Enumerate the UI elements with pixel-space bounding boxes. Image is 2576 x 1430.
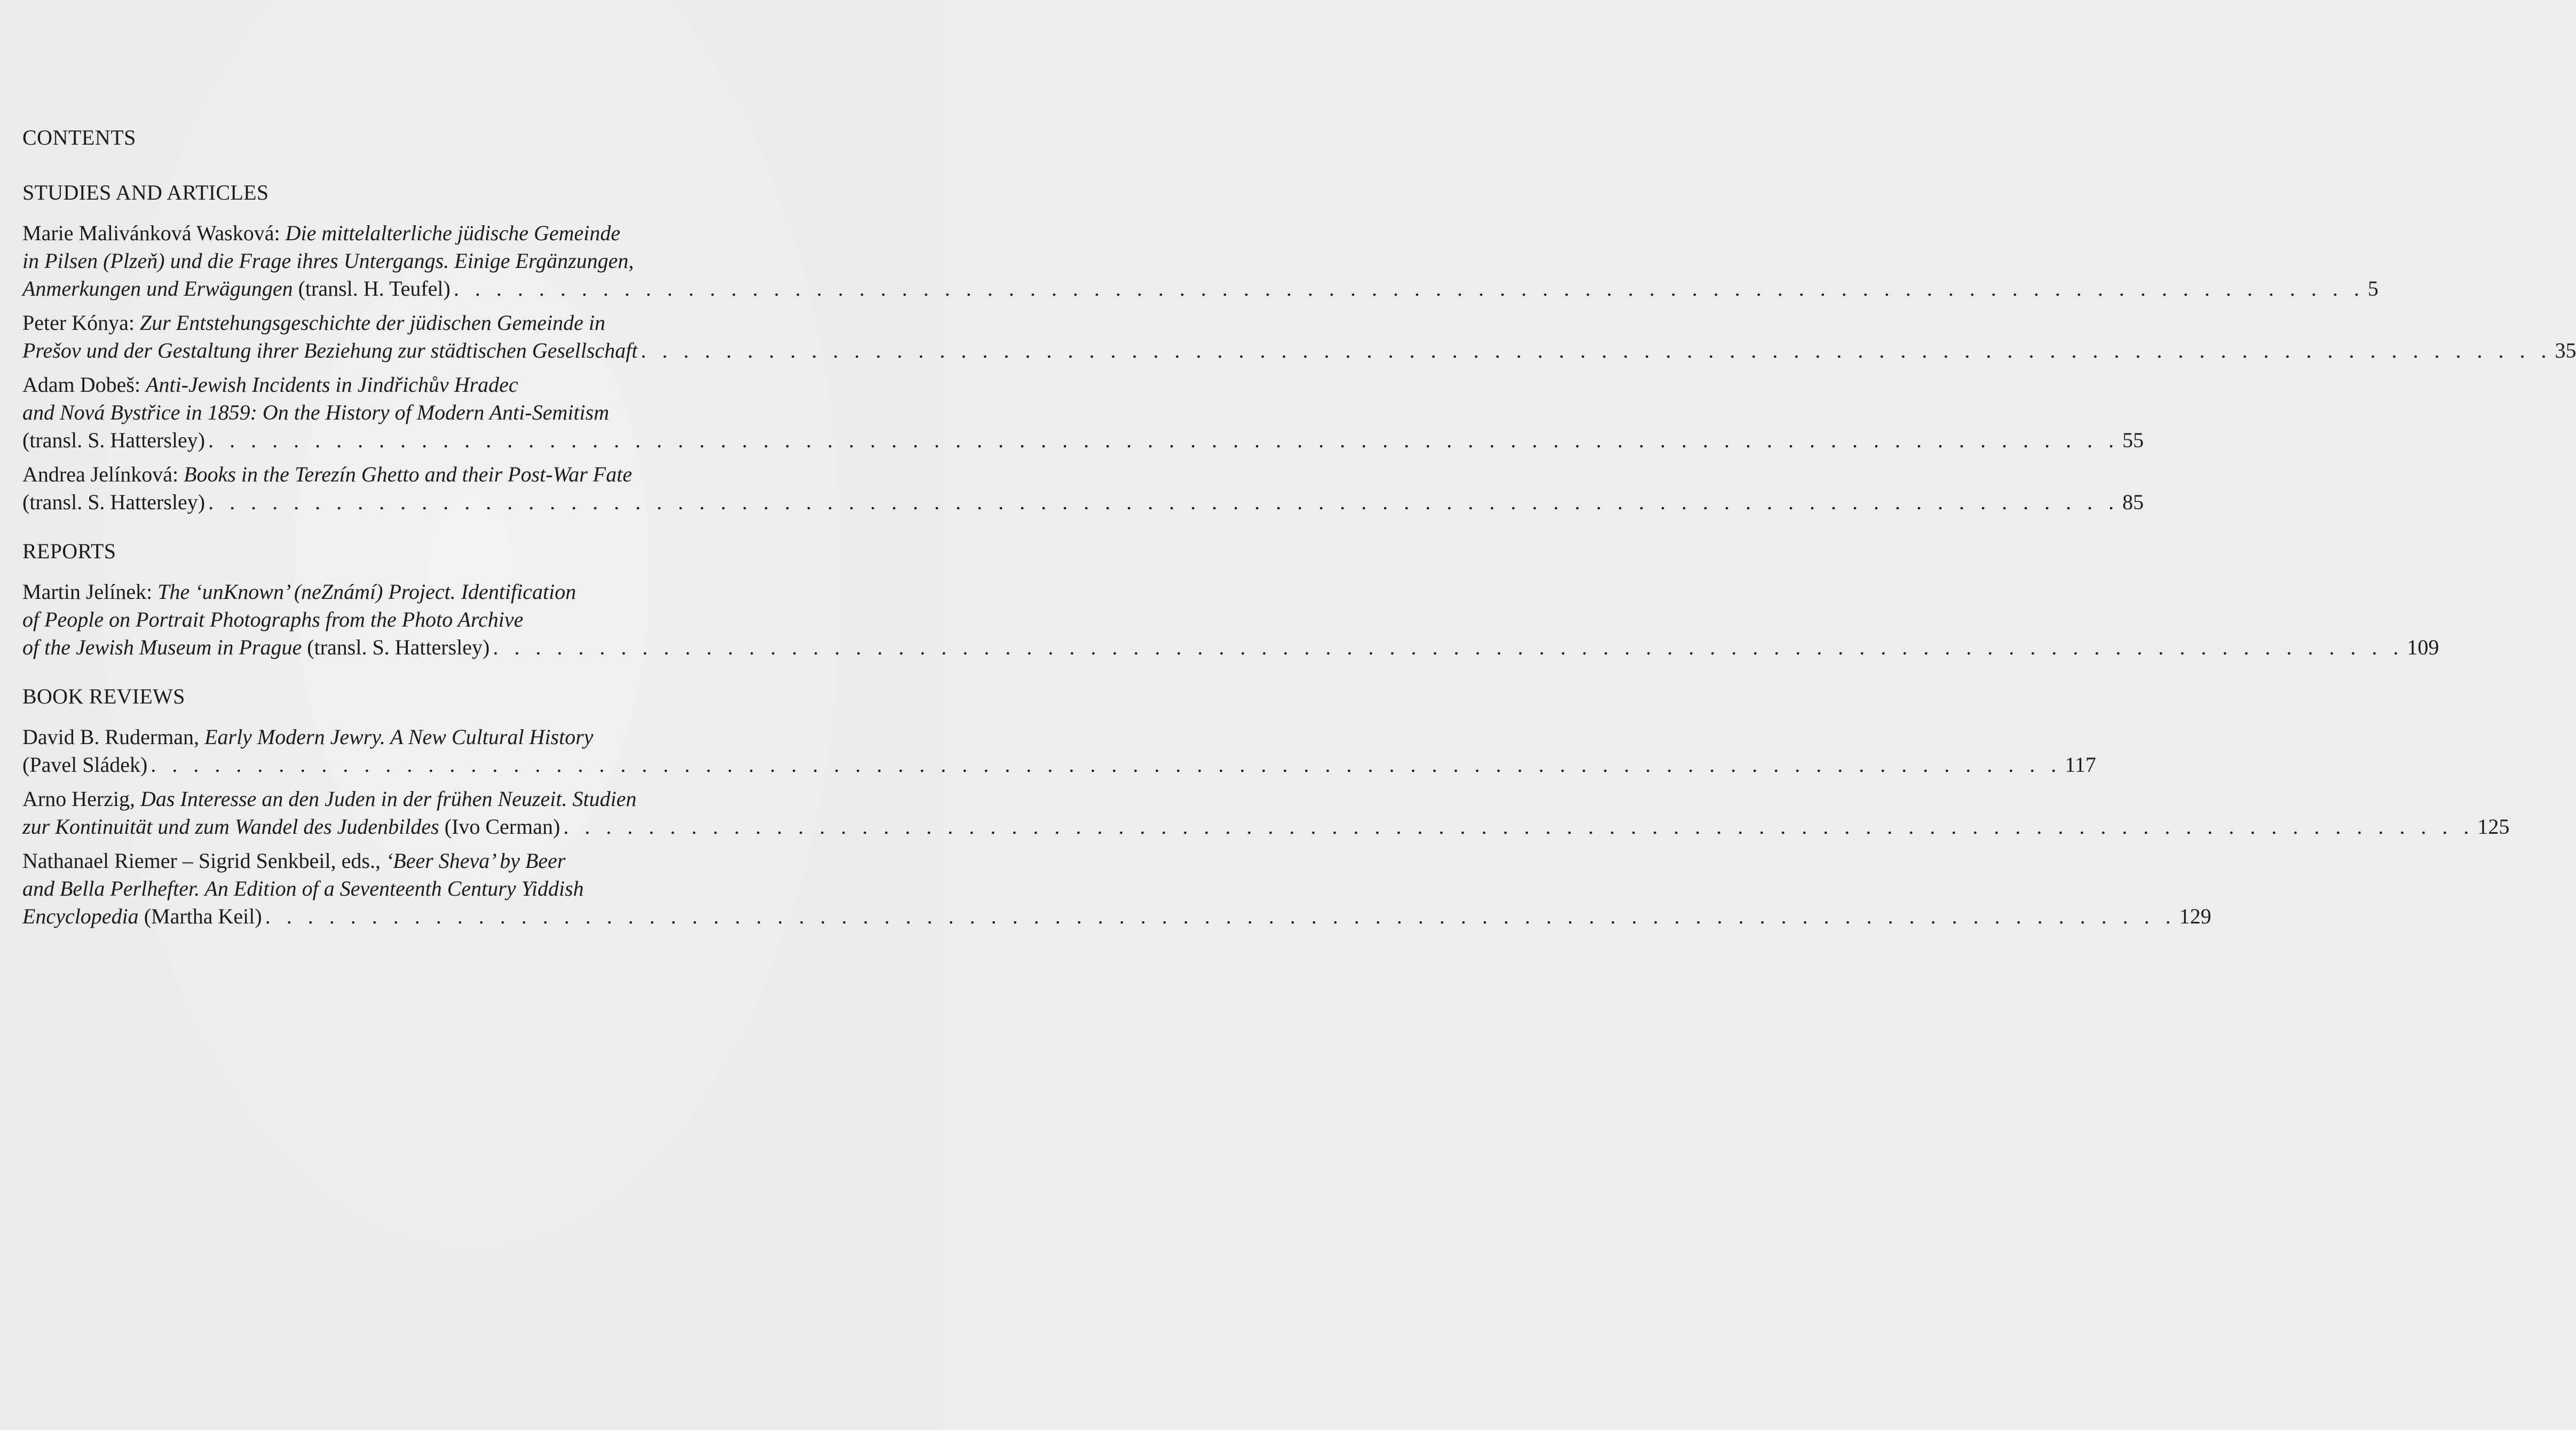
entry-note: (transl. S. Hattersley) — [307, 635, 490, 659]
page-number: 129 — [2179, 904, 2211, 928]
page-number: 55 — [2122, 428, 2144, 452]
section-heading-reviews: BOOK REVIEWS — [22, 684, 185, 708]
dot-leader: . . . . . . . . . . . . . . . . . . . . . . . . . . . . . . . . . . . . . . . . . . . . . . . . . . . . . . . . . . . . . . . . . . . . . . . . . . . . . . . . . . . . . . . . . . — [641, 338, 2552, 362]
entry-author: Marie Malivánková Wasková: — [22, 221, 280, 245]
page-number: 125 — [2477, 815, 2510, 839]
entry-note: (Martha Keil) — [144, 904, 262, 928]
section-reviews — [22, 682, 2510, 930]
toc-entry[interactable] — [22, 461, 2144, 516]
toc-entry[interactable] — [22, 371, 2144, 454]
entry-title: of the Jewish Museum in Prague — [22, 635, 302, 659]
entry-author: Martin Jelínek: — [22, 580, 153, 604]
entry-title: Prešov und der Gestaltung ihrer Beziehung zur städtischen Gesellschaft — [22, 338, 638, 362]
entry-title: Early Modern Jewry. A New Cultural History — [204, 725, 594, 749]
section-heading-reports: REPORTS — [22, 539, 116, 563]
entry-title: Books in the Terezín Ghetto and their Post-War Fate — [184, 462, 633, 486]
toc-entry[interactable] — [22, 219, 2379, 303]
section-heading-studies: STUDIES AND ARTICLES — [22, 180, 269, 204]
entry-note: (Ivo Cerman) — [444, 815, 560, 839]
entry-title: Encyclopedia — [22, 904, 139, 928]
entry-author: Peter Kónya: — [22, 311, 135, 335]
dot-leader: . . . . . . . . . . . . . . . . . . . . . . . . . . . . . . . . . . . . . . . . . . . . . . . . . . . . . . . . . . . . . . . . . . . . . . . . . . . . . . . . . . . . . . . . . . — [265, 904, 2176, 928]
entry-title: Zur Entstehungsgeschichte der jüdischen Gemeinde in — [139, 311, 606, 335]
dot-leader: . . . . . . . . . . . . . . . . . . . . . . . . . . . . . . . . . . . . . . . . . . . . . . . . . . . . . . . . . . . . . . . . . . . . . . . . . . . . . . . . . . . . . . . . . . — [453, 276, 2365, 301]
entry-title: and Nová Bystřice in 1859: On the History of Modern Anti-Semitism — [22, 400, 610, 424]
dot-leader: . . . . . . . . . . . . . . . . . . . . . . . . . . . . . . . . . . . . . . . . . . . . . . . . . . . . . . . . . . . . . . . . . . . . . . . . . . . . . . . . . . . . . . . . . . — [151, 753, 2062, 777]
entry-title: and Bella Perlhefter. An Edition of a Seventeenth Century Yiddish — [22, 876, 584, 900]
toc-entry[interactable] — [22, 578, 2439, 661]
page-number: 35 — [2555, 338, 2576, 362]
entry-title: ‘Beer Sheva’ by Beer — [385, 849, 566, 873]
table-of-contents — [22, 122, 2576, 951]
section-studies — [22, 178, 2576, 516]
entry-note: (transl. H. Teufel) — [298, 276, 451, 301]
toc-entry[interactable] — [22, 785, 2510, 841]
page-number: 5 — [2367, 276, 2379, 301]
entry-title: zur Kontinuität und zum Wandel des Judenbildes — [22, 815, 439, 839]
entry-title: Das Interesse an den Juden in der frühen Neuzeit. Studien — [140, 787, 637, 811]
page-number: 85 — [2122, 490, 2144, 514]
entry-author: David B. Ruderman, — [22, 725, 200, 749]
entry-author: Arno Herzig, — [22, 787, 136, 811]
entry-title: Anti-Jewish Incidents in Jindřichův Hradec — [146, 373, 518, 397]
dot-leader: . . . . . . . . . . . . . . . . . . . . . . . . . . . . . . . . . . . . . . . . . . . . . . . . . . . . . . . . . . . . . . . . . . . . . . . . . . . . . . . . . . . . . . . . . . — [208, 428, 2120, 452]
entry-title: The ‘unKnown’ (neZnámí) Project. Identification — [157, 580, 576, 604]
entry-author: Nathanael Riemer – Sigrid Senkbeil, eds., — [22, 849, 381, 873]
entry-note: (transl. S. Hattersley) — [22, 428, 206, 452]
toc-entry[interactable] — [22, 723, 2096, 779]
entry-title: of People on Portrait Photographs from the Photo Archive — [22, 607, 524, 631]
entry-title: Anmerkungen und Erwägungen — [22, 276, 293, 301]
entry-author: Andrea Jelínková: — [22, 462, 179, 486]
toc-entry[interactable] — [22, 309, 2576, 365]
contents-title: CONTENTS — [22, 125, 136, 149]
entry-author: Adam Dobeš: — [22, 373, 141, 397]
entry-note: (Pavel Sládek) — [22, 753, 148, 777]
section-reports — [22, 536, 2439, 661]
page-number: 117 — [2065, 753, 2096, 777]
dot-leader: . . . . . . . . . . . . . . . . . . . . . . . . . . . . . . . . . . . . . . . . . . . . . . . . . . . . . . . . . . . . . . . . . . . . . . . . . . . . . . . . . . . . . . . . . . — [208, 490, 2120, 514]
page-number: 109 — [2407, 635, 2439, 659]
dot-leader: . . . . . . . . . . . . . . . . . . . . . . . . . . . . . . . . . . . . . . . . . . . . . . . . . . . . . . . . . . . . . . . . . . . . . . . . . . . . . . . . . . . . . . . . . . — [563, 815, 2475, 839]
entry-title: Die mittelalterliche jüdische Gemeinde — [285, 221, 621, 245]
dot-leader: . . . . . . . . . . . . . . . . . . . . . . . . . . . . . . . . . . . . . . . . . . . . . . . . . . . . . . . . . . . . . . . . . . . . . . . . . . . . . . . . . . . . . . . . . . — [493, 635, 2404, 659]
toc-entry[interactable] — [22, 847, 2211, 930]
entry-title: in Pilsen (Plzeň) und die Frage ihres Untergangs. Einige Ergänzungen, — [22, 249, 634, 273]
entry-note: (transl. S. Hattersley) — [22, 490, 206, 514]
